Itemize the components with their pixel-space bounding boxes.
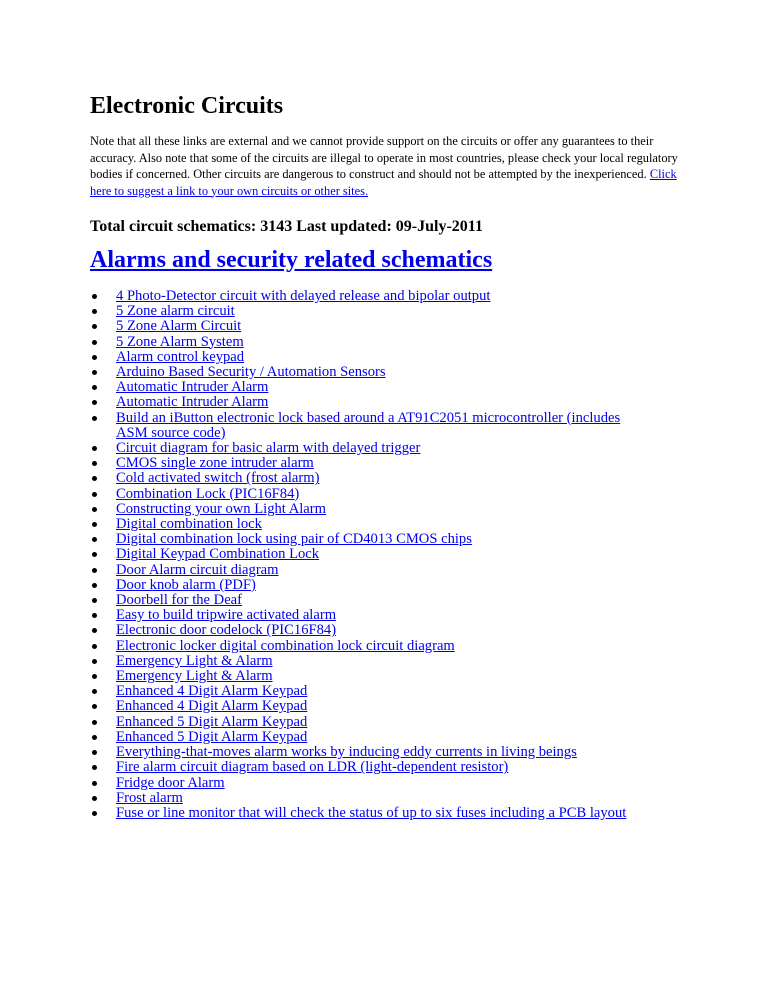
list-item [90, 639, 650, 654]
circuit-link[interactable]: Automatic Intruder Alarm [116, 379, 269, 396]
bullet-icon [92, 644, 97, 649]
circuit-link[interactable]: Circuit diagram for basic alarm with delayed trigger [116, 440, 421, 457]
circuit-link[interactable]: 5 Zone alarm circuit [116, 303, 235, 320]
circuit-link[interactable]: Door knob alarm (PDF) [116, 576, 256, 593]
list-item [90, 806, 650, 821]
bullet-icon [92, 340, 97, 345]
circuit-link[interactable]: Automatic Intruder Alarm [116, 394, 269, 411]
bullet-icon [92, 507, 97, 512]
list-item [90, 715, 650, 730]
bullet-icon [92, 735, 97, 740]
circuit-link[interactable]: 4 Photo-Detector circuit with delayed release and bipolar output [116, 288, 491, 304]
circuit-link[interactable]: Door Alarm circuit diagram [116, 561, 279, 578]
list-item [90, 699, 650, 714]
stats-line: Total circuit schematics: 3143 Last updated: 09-July-2011 [90, 218, 483, 235]
list-item [90, 456, 650, 471]
bullet-icon [92, 492, 97, 497]
circuit-link[interactable]: 5 Zone Alarm Circuit [116, 318, 242, 335]
circuit-link[interactable]: Fire alarm circuit diagram based on LDR (light-dependent resistor) [116, 759, 509, 776]
circuit-link[interactable]: Enhanced 5 Digit Alarm Keypad [116, 713, 308, 730]
bullet-icon [92, 309, 97, 314]
intro-text: Note that all these links are external and we cannot provide support on the circuits or offer any guarantees to their accuracy. Also note that some of the circuits are illegal to operate in most countries, please check your local regulatory bodies if concerned. Other circuits are dangerous to construct and should not be attempted by the inexperienced. [90, 134, 678, 181]
list-item [90, 289, 650, 304]
list-item [90, 471, 650, 486]
list-item [90, 730, 650, 745]
list-item [90, 411, 650, 441]
list-item [90, 532, 650, 547]
bullet-icon [92, 796, 97, 801]
list-item [90, 502, 650, 517]
list-item [90, 669, 650, 684]
bullet-icon [92, 522, 97, 527]
circuit-link[interactable]: Alarm control keypad [116, 348, 245, 365]
bullet-icon [92, 370, 97, 375]
bullet-icon [92, 476, 97, 481]
list-item [90, 395, 650, 410]
circuit-link[interactable]: Emergency Light & Alarm [116, 668, 273, 685]
list-item [90, 335, 650, 350]
circuit-link[interactable]: Fuse or line monitor that will check the status of up to six fuses including a PCB layout [116, 804, 627, 821]
circuit-link[interactable]: Constructing your own Light Alarm [116, 500, 326, 517]
list-item [90, 745, 650, 760]
list-item [90, 365, 650, 380]
circuit-link[interactable]: Everything-that-moves alarm works by inducing eddy currents in living beings [116, 744, 577, 761]
circuit-link[interactable]: Electronic door codelock (PIC16F84) [116, 622, 337, 639]
bullet-icon [92, 613, 97, 618]
list-item [90, 350, 650, 365]
page-title: Electronic Circuits [90, 93, 284, 119]
list-item [90, 304, 650, 319]
bullet-icon [92, 324, 97, 329]
bullet-icon [92, 385, 97, 390]
circuit-link[interactable]: Frost alarm [116, 789, 183, 806]
list-item [90, 563, 650, 578]
section-heading-link[interactable]: Alarms and security related schematics [90, 247, 493, 273]
list-item [90, 608, 650, 623]
bullet-icon [92, 598, 97, 603]
bullet-icon [92, 537, 97, 542]
list-item [90, 760, 650, 775]
bullet-icon [92, 689, 97, 694]
list-item [90, 593, 650, 608]
circuit-link[interactable]: Arduino Based Security / Automation Sensors [116, 364, 386, 381]
list-item [90, 547, 650, 562]
circuit-link[interactable]: Digital combination lock using pair of CD4013 CMOS chips [116, 531, 472, 548]
bullet-icon [92, 583, 97, 588]
list-item [90, 517, 650, 532]
circuit-link-list [90, 289, 650, 821]
circuit-link[interactable]: Easy to build tripwire activated alarm [116, 607, 337, 624]
list-item [90, 487, 650, 502]
bullet-icon [92, 628, 97, 633]
bullet-icon [92, 750, 97, 755]
list-item [90, 319, 650, 334]
circuit-link[interactable]: CMOS single zone intruder alarm [116, 455, 314, 472]
circuit-link[interactable]: Doorbell for the Deaf [116, 592, 243, 609]
list-item [90, 441, 650, 456]
list-item [90, 776, 650, 791]
bullet-icon [92, 446, 97, 451]
bullet-icon [92, 461, 97, 466]
circuit-link[interactable]: Build an iButton electronic lock based around a AT91C2051 microcontroller (includes ASM source code) [116, 409, 621, 441]
circuit-link[interactable]: Fridge door Alarm [116, 774, 225, 791]
bullet-icon [92, 416, 97, 421]
bullet-icon [92, 400, 97, 405]
bullet-icon [92, 811, 97, 816]
circuit-link[interactable]: Cold activated switch (frost alarm) [116, 470, 320, 487]
bullet-icon [92, 674, 97, 679]
list-item [90, 684, 650, 699]
suggest-link[interactable]: Click here to suggest a link to your own circuits or other sites. [90, 167, 677, 198]
circuit-link[interactable]: Enhanced 4 Digit Alarm Keypad [116, 698, 308, 715]
bullet-icon [92, 704, 97, 709]
bullet-icon [92, 552, 97, 557]
list-item [90, 380, 650, 395]
circuit-link[interactable]: Digital Keypad Combination Lock [116, 546, 320, 563]
bullet-icon [92, 294, 97, 299]
list-item [90, 654, 650, 669]
bullet-icon [92, 568, 97, 573]
circuit-link[interactable]: Emergency Light & Alarm [116, 652, 273, 669]
circuit-link[interactable]: 5 Zone Alarm System [116, 333, 244, 350]
bullet-icon [92, 659, 97, 664]
bullet-icon [92, 355, 97, 360]
list-item [90, 623, 650, 638]
bullet-icon [92, 720, 97, 725]
circuit-link[interactable]: Enhanced 5 Digit Alarm Keypad [116, 728, 308, 745]
list-item [90, 791, 650, 806]
intro-paragraph [90, 133, 690, 199]
bullet-icon [92, 781, 97, 786]
circuit-link[interactable]: Enhanced 4 Digit Alarm Keypad [116, 683, 308, 700]
circuit-link[interactable]: Electronic locker digital combination lock circuit diagram [116, 637, 455, 654]
list-item [90, 578, 650, 593]
circuit-link[interactable]: Digital combination lock [116, 516, 262, 533]
bullet-icon [92, 765, 97, 770]
section-heading [90, 245, 492, 275]
circuit-link[interactable]: Combination Lock (PIC16F84) [116, 485, 300, 502]
